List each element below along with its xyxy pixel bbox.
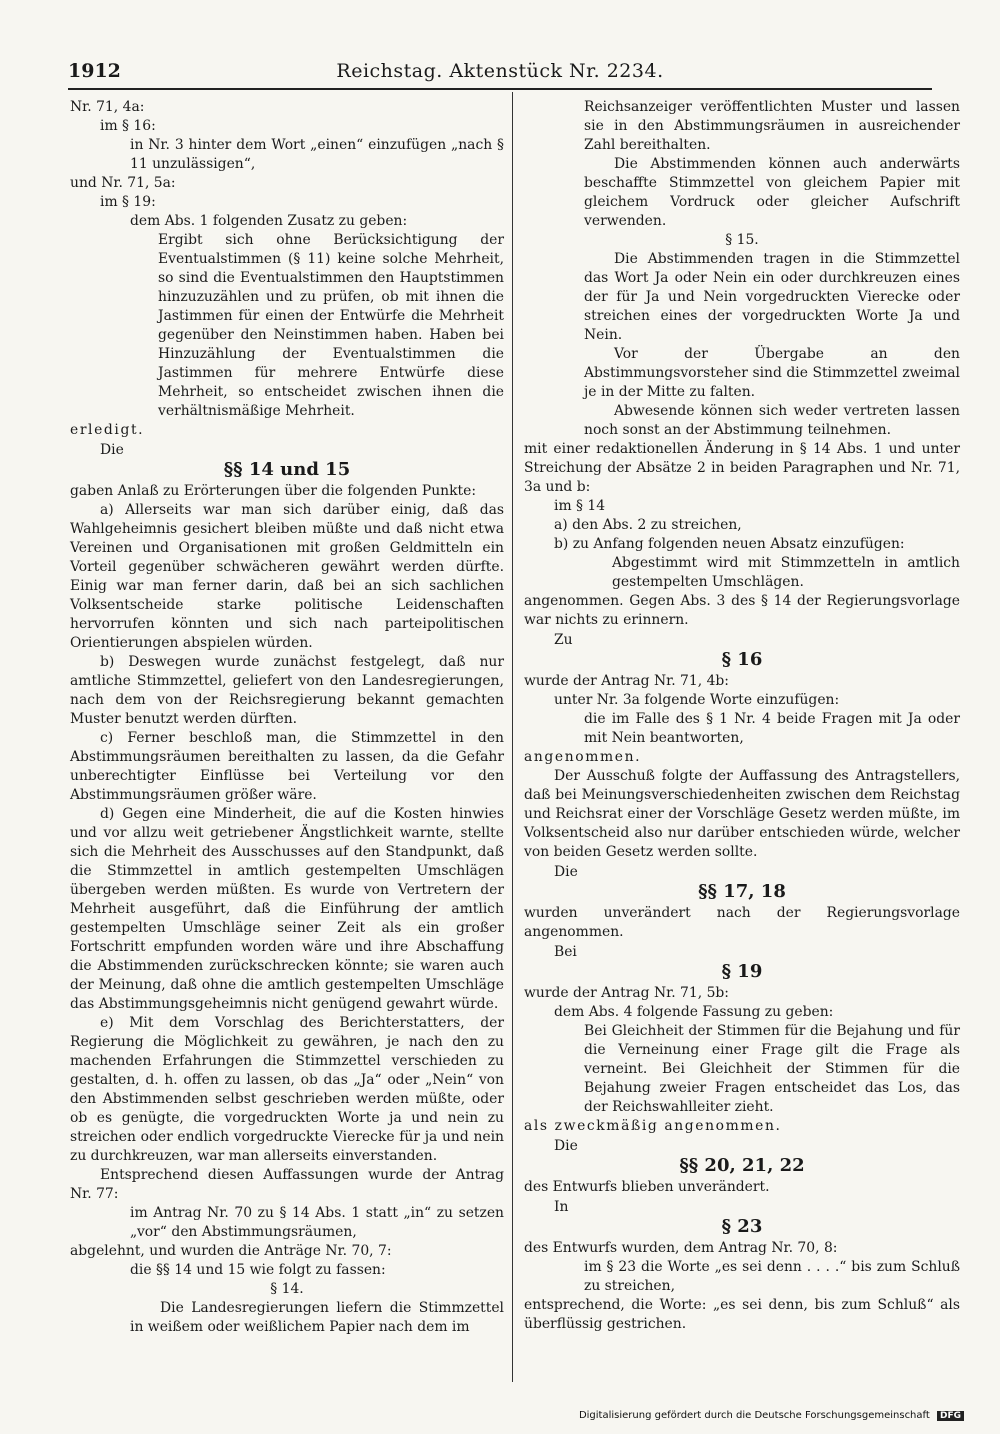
dfg-logo: DFG	[937, 1411, 964, 1421]
paragraph: und Nr. 71, 5a:	[70, 175, 176, 191]
section-heading	[524, 632, 960, 672]
heading-lead: Die	[554, 864, 578, 880]
section-heading	[524, 1199, 960, 1239]
paragraph: Die Abstimmenden tragen in die Stimmzettel das Wort Ja oder Nein ein oder durchkreuzen eines der für Ja und Nein vorgedruckten Vierecke oder streichen eines der vorgedruckten Worte Ja und Nein.	[584, 251, 960, 343]
paragraph: unter Nr. 3a folgende Worte einzufügen:	[554, 692, 840, 708]
heading-lead: Die	[100, 442, 124, 458]
paragraph: angenommen. Gegen Abs. 3 des § 14 der Regierungsvorlage war nichts zu erinnern.	[524, 593, 960, 628]
paragraph: dem Abs. 1 folgenden Zusatz zu geben:	[130, 213, 408, 229]
paragraph: b) zu Anfang folgenden neuen Absatz einzufügen:	[554, 536, 905, 552]
section-heading	[524, 864, 960, 904]
paragraph: Die Landesregierungen liefern die Stimmzettel in weißem oder weißlichem Papier nach dem im	[130, 1300, 504, 1335]
section-heading	[524, 1138, 960, 1178]
paragraph: Nr. 71, 4a:	[70, 99, 145, 115]
paragraph: b) Deswegen wurde zunächst festgelegt, daß nur amtliche Stimmzettel, geliefert von den Landesregierungen, nach dem von der Reichsregierung bekannt gemachten Muster benutzt werden dürften.	[70, 654, 504, 727]
paragraph: mit einer redaktionellen Änderung in § 14 Abs. 1 und unter Streichung der Absätze 2 in beiden Paragraphen und Nr. 71, 3a und b:	[524, 441, 960, 495]
heading-lead: In	[554, 1199, 569, 1215]
paragraph: im § 16:	[100, 118, 156, 134]
paragraph: entsprechend, die Worte: „es sei denn, bis zum Schluß“ als überflüssig gestrichen.	[524, 1297, 960, 1332]
section-heading	[70, 442, 504, 482]
paragraph: e) Mit dem Vorschlag des Berichterstatters, der Regierung die Möglichkeit zu gewähren, je nach den zu machenden Erfahrungen die Stimmzettel verschieden zu gestalten, d. h. offen zu lassen, ob das „Ja“ oder „Nein“ von den Abstimmenden selbst geschrieben werden müßte, oder ob es genügte, die vorgedruckten Worte ja und nein zu streichen oder endlich vorgedruckte Vierecke für ja und nein zu durchkreuzen, war man allerseits einverstanden.	[70, 1015, 504, 1164]
header-rule	[68, 88, 932, 90]
heading-lead: Die	[554, 1138, 578, 1154]
paragraph: wurde der Antrag Nr. 71, 5b:	[524, 985, 729, 1001]
paragraph: Reichsanzeiger veröffentlichten Muster und lassen sie in den Abstimmungsräumen in ausreichender Zahl bereithalten.	[584, 99, 960, 153]
paragraph: Entsprechend diesen Auffassungen wurde der Antrag Nr. 77:	[70, 1167, 504, 1202]
paragraph: a) den Abs. 2 zu streichen,	[554, 517, 742, 533]
heading-text: § 19	[721, 961, 763, 982]
paragraph: gaben Anlaß zu Erörterungen über die folgenden Punkte:	[70, 483, 477, 499]
page-number: 1912	[68, 60, 121, 82]
paragraph: a) Allerseits war man sich darüber einig, daß das Wahlgeheimnis gesichert bleiben müßte und daß nicht etwa Vereinen und Organisationen mit großen Geldmitteln ein Vorteil gegenüber schwächeren gewährt werden dürfte. Einig war man ferner darin, daß bei an sich sachlichen Volksentscheide starke politische Leidenschaften hervorrufen könnten und sich nach parteipolitischen Orientierungen abspielen würden.	[70, 502, 504, 651]
paragraph: erledigt.	[70, 422, 145, 438]
left-column	[70, 98, 504, 1337]
column-divider	[512, 92, 513, 1382]
paragraph: im § 19:	[100, 194, 156, 210]
section-number: § 14.	[270, 1281, 304, 1297]
right-column	[524, 98, 960, 1334]
heading-text: § 16	[721, 649, 763, 670]
paragraph: als zweckmäßig angenommen.	[524, 1118, 782, 1134]
paragraph: im Antrag Nr. 70 zu § 14 Abs. 1 statt „in“ zu setzen „vor“ den Abstimmungsräumen,	[130, 1205, 504, 1240]
section-number: § 15.	[725, 232, 759, 248]
paragraph: Der Ausschuß folgte der Auffassung des Antragstellers, daß bei Meinungsverschiedenheiten zwischen dem Reichstag und Reichsrat einer der Vorschläge Gesetz werden müßte, im Volksentscheid also nur darüber entschieden würde, welcher von beiden Gesetz werden sollte.	[524, 768, 960, 860]
paragraph: wurde der Antrag Nr. 71, 4b:	[524, 673, 729, 689]
heading-text: § 23	[721, 1216, 763, 1237]
quoted-clause: Bei Gleichheit der Stimmen für die Bejahung und für die Verneinung einer Frage gilt die Frage als verneint. Bei Gleichheit der Stimmen für die Bejahung zweier Fragen entscheidet das Los, das der Reichswahlleiter zieht.	[584, 1023, 960, 1115]
paragraph: angenommen.	[524, 749, 642, 765]
paragraph: Abwesende können sich weder vertreten lassen noch sonst an der Abstimmung teilnehmen.	[584, 403, 960, 438]
paragraph: wurden unverändert nach der Regierungsvorlage angenommen.	[524, 905, 960, 940]
page-footer	[579, 1410, 964, 1421]
paragraph: die §§ 14 und 15 wie folgt zu fassen:	[130, 1262, 386, 1278]
paragraph: Vor der Übergabe an den Abstimmungsvorsteher sind die Stimmzettel zweimal je in der Mitte zu falten.	[584, 346, 960, 400]
paragraph: in Nr. 3 hinter dem Wort „einen“ einzufügen „nach § 11 unzulässigen“,	[130, 137, 504, 172]
paragraph: Die Abstimmenden können auch anderwärts beschaffte Stimmzettel von gleichem Papier mit gleichem Vordruck oder gleicher Aufschrift verwenden.	[584, 156, 960, 229]
paragraph: d) Gegen eine Minderheit, die auf die Kosten hinwies und vor allzu weit getriebener Ängstlichkeit warnte, stellte sich die Mehrheit des Ausschusses auf den Standpunkt, daß die Stimmzettel in amtlich gestempelten Umschlägen übergeben werden müßten. Es wurde von Vertretern der Mehrheit ausgeführt, daß die Einführung der amtlich gestempelten Umschläge seiner Zeit als ein großer Fortschritt empfunden worden wäre und ihre Abschaffung die Abstimmenden zurückschrecken könnte; sie waren auch der Meinung, daß ohne die amtlich gestempelten Umschläge das Abstimmungsgeheimnis nicht genügend gewahrt würde.	[70, 806, 504, 1012]
page-title: Reichstag. Aktenstück Nr. 2234.	[336, 60, 664, 82]
paragraph: dem Abs. 4 folgende Fassung zu geben:	[554, 1004, 834, 1020]
funding-note: Digitalisierung gefördert durch die Deutsche Forschungsgemeinschaft	[578, 1410, 930, 1421]
quoted-clause: Ergibt sich ohne Berücksichtigung der Eventualstimmen (§ 11) keine solche Mehrheit, so sind die Eventualstimmen den Hauptstimmen hinzuzuzählen und zu prüfen, ob mit ihnen die Jastimmen für einen der Entwürfe die Mehrheit gegenüber den Neinstimmen haben. Haben bei Hinzuzählung der Eventualstimmen die Jastimmen für mehrere Entwürfe diese Mehrheit, so entscheidet zwischen ihnen die verhältnismäßige Mehrheit.	[158, 232, 504, 419]
heading-text: §§ 17, 18	[698, 881, 786, 902]
heading-text: §§ 20, 21, 22	[679, 1155, 805, 1176]
paragraph: im § 14	[554, 498, 606, 514]
heading-lead: Bei	[554, 944, 577, 960]
paragraph: abgelehnt, und wurden die Anträge Nr. 70, 7:	[70, 1243, 392, 1259]
quoted-clause: Abgestimmt wird mit Stimmzetteln in amtlich gestempelten Umschlägen.	[612, 555, 960, 590]
paragraph: c) Ferner beschloß man, die Stimmzettel in den Abstimmungsräumen bereithalten zu lassen, da die Gefahr unberechtigter Einflüsse bei Verteilung vor den Abstimmungsräumen größer wäre.	[70, 730, 504, 803]
quoted-clause: die im Falle des § 1 Nr. 4 beide Fragen mit Ja oder mit Nein beantworten,	[584, 711, 960, 746]
heading-text: §§ 14 und 15	[223, 459, 351, 480]
page-header	[68, 60, 932, 86]
paragraph: des Entwurfs blieben unverändert.	[524, 1179, 770, 1195]
paragraph: im § 23 die Worte „es sei denn . . . .“ bis zum Schluß zu streichen,	[584, 1259, 960, 1294]
paragraph: des Entwurfs wurden, dem Antrag Nr. 70, 8:	[524, 1240, 838, 1256]
section-heading	[524, 944, 960, 984]
heading-lead: Zu	[554, 632, 573, 648]
